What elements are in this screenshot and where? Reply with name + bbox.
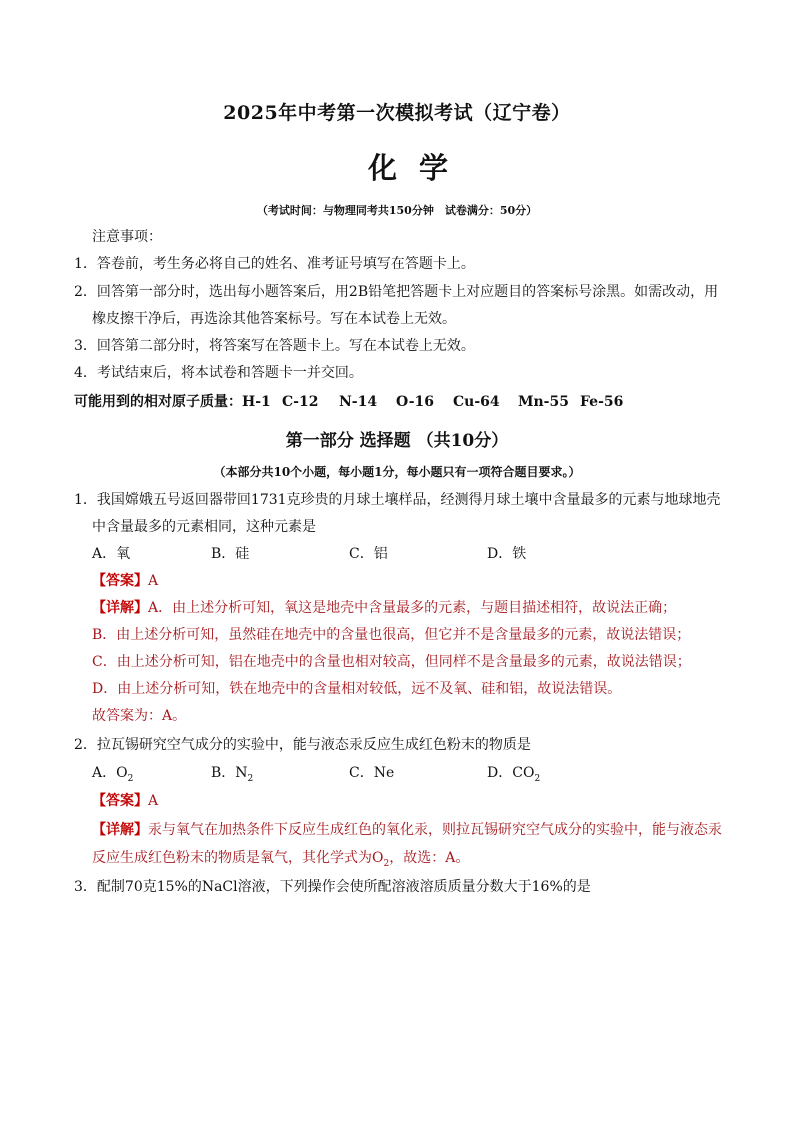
q2-answer	[92, 792, 158, 810]
q1-detail-line2: B．由上述分析可知，虽然硅在地壳中的含量也很高，但它并不是含量最多的元素，故说法错误；	[92, 627, 691, 643]
q2-option-a: A．$O_2$	[92, 765, 134, 784]
q2-detail-label: 【详解】	[92, 822, 148, 838]
atomic-mass-o: O-16	[396, 394, 435, 410]
q1-answer	[92, 572, 158, 590]
q1-detail-line3: C．由上述分析可知，铝在地壳中的含量也相对较高，但同样不是含量最多的元素，故说法错误；	[92, 654, 691, 670]
section-1-title: 第一部分 选择题 （共10分）	[285, 431, 509, 451]
q1-stem-line2: 中含量最多的元素相同，这种元素是	[92, 519, 316, 535]
q1-detail-line1	[92, 599, 676, 617]
q2-option-b: B．$N_2$	[211, 765, 254, 784]
note-item-4: 4．考试结束后，将本试卷和答题卡一并交回。	[74, 365, 363, 381]
q2-option-d: D．$CO_2$	[487, 765, 541, 784]
exam-info: （考试时间：与物理同考共150分钟 试卷满分：50分）	[256, 204, 538, 217]
atomic-mass-h: H-1	[242, 394, 271, 410]
atomic-masses	[74, 393, 623, 411]
section-1-note: （本部分共10个小题，每小题1分，每小题只有一项符合题目要求。）	[213, 465, 581, 479]
atomic-mass-n: N-14	[339, 394, 378, 410]
atomic-masses-label: 可能用到的相对原子质量：	[74, 394, 242, 410]
atomic-mass-c: C-12	[282, 394, 319, 410]
note-item-2-cont: 橡皮擦干净后，再选涂其他答案标号。写在本试卷上无效。	[92, 311, 456, 327]
q1-detail-label: 【详解】	[92, 600, 148, 616]
q1-detail-line4: D．由上述分析可知，铁在地壳中的含量相对较低，远不及氧、硅和铝，故说法错误。	[92, 681, 622, 697]
exam-title: 2025年中考第一次模拟考试（辽宁卷）	[223, 102, 571, 124]
q3-stem: 3．配制70克15%的NaCl溶液，下列操作会使所配溶液溶质质量分数大于16%的是	[74, 879, 591, 895]
note-item-2: 2．回答第一部分时，选出每小题答案后，用2B铅笔把答题卡上对应题目的答案标号涂黑。如需改动，用	[74, 284, 719, 300]
q1-answer-label: 【答案】	[92, 573, 148, 589]
q2-detail-text-a: 汞与氧气在加热条件下反应生成红色的氧化汞，则拉瓦锡研究空气成分的实验中，能与液态汞	[148, 822, 722, 838]
atomic-mass-fe: Fe-56	[580, 394, 624, 410]
q1-detail-text-a: A．由上述分析可知，氧这是地壳中含量最多的元素，与题目描述相符，故说法正确；	[148, 600, 677, 616]
q2-stem: 2．拉瓦锡研究空气成分的实验中，能与液态汞反应生成红色粉末的物质是	[74, 737, 531, 753]
q1-stem-line1: 1．我国嫦娥五号返回器带回1731克珍贵的月球土壤样品，经测得月球土壤中含量最多的元素与地球地壳	[74, 492, 721, 508]
atomic-mass-mn: Mn-55	[518, 394, 569, 410]
q1-detail-line5: 故答案为：A。	[92, 708, 187, 724]
q1-option-b: B．硅	[211, 546, 250, 562]
note-item-3: 3．回答第二部分时，将答案写在答题卡上。写在本试卷上无效。	[74, 338, 475, 354]
q1-answer-value: A	[148, 573, 159, 589]
q2-answer-value: A	[148, 793, 159, 809]
note-item-1: 1．答卷前，考生务必将自己的姓名、准考证号填写在答题卡上。	[74, 256, 475, 272]
notes-heading: 注意事项：	[92, 229, 162, 245]
subject-title: 化学	[367, 151, 470, 185]
q2-detail-line1	[92, 821, 722, 839]
q2-option-c: C．Ne	[349, 765, 395, 781]
q1-option-a: A．氧	[92, 546, 131, 562]
q2-answer-label: 【答案】	[92, 793, 148, 809]
q1-option-d: D．铁	[487, 546, 527, 562]
atomic-mass-cu: Cu-64	[453, 394, 500, 410]
q1-option-c: C．铝	[349, 546, 388, 562]
q2-detail-line2: 反应生成红色粉末的物质是氧气，其化学式为$O_2$，故选：A。	[92, 850, 470, 869]
